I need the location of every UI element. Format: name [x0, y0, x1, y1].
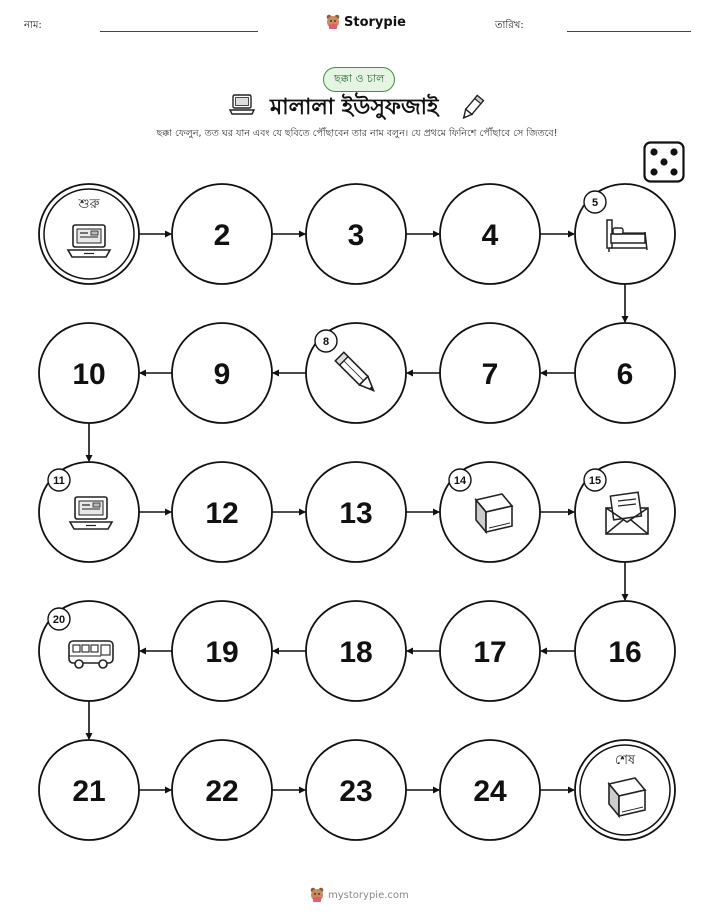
board-cell-15[interactable] [575, 462, 675, 562]
cell-number: 24 [473, 775, 507, 808]
end-label: শেষ [614, 753, 636, 768]
cell-number: 3 [347, 219, 365, 252]
board-cell-23[interactable] [306, 740, 406, 840]
bear-mascot-icon [310, 887, 324, 903]
brand-name: Storypie [344, 14, 406, 30]
game-tag: ছক্কা ও চাল [323, 67, 395, 92]
book-icon [476, 494, 512, 532]
cell-number: 2 [213, 219, 231, 252]
cell-number: 19 [205, 636, 239, 669]
board-cell-24[interactable] [440, 740, 540, 840]
board-cell-8[interactable] [306, 323, 406, 423]
board-cell-21[interactable] [39, 740, 139, 840]
cell-number: 14 [453, 475, 467, 487]
board-cell-3[interactable] [306, 184, 406, 284]
cell-number: 22 [205, 775, 239, 808]
board-cell-10[interactable] [39, 323, 139, 423]
board-cell-9[interactable] [172, 323, 272, 423]
board-cell-11[interactable] [39, 462, 139, 562]
board-cell-5[interactable] [575, 184, 675, 284]
board-cell-2[interactable] [172, 184, 272, 284]
board-cell-17[interactable] [440, 601, 540, 701]
laptop-icon [70, 497, 112, 529]
board-cell-7[interactable] [440, 323, 540, 423]
cell-number: 9 [213, 358, 231, 391]
board-cell-1[interactable] [39, 184, 139, 284]
laptop-icon [68, 225, 110, 257]
board-cell-25[interactable] [575, 740, 675, 840]
cell-number: 12 [205, 497, 239, 530]
board-cell-18[interactable] [306, 601, 406, 701]
cell-number: 11 [53, 475, 65, 487]
board-cell-20[interactable] [39, 601, 139, 701]
board-cell-22[interactable] [172, 740, 272, 840]
cell-number: 15 [588, 475, 602, 487]
cell-number: 8 [322, 336, 330, 348]
footer-site[interactable]: mystorypie.com [328, 889, 409, 901]
board-cell-4[interactable] [440, 184, 540, 284]
cell-number: 17 [473, 636, 507, 669]
start-label: শুরু [78, 197, 100, 212]
cell-number: 7 [481, 358, 499, 391]
cell-number: 23 [339, 775, 373, 808]
date-label: তারিখ: [495, 20, 524, 31]
cell-number: 4 [481, 219, 499, 252]
board-cell-14[interactable] [440, 462, 540, 562]
cell-number: 6 [616, 358, 634, 391]
instructions: ছক্কা ফেলুন, তত ঘর যান এবং যে ছবিতে পৌঁছাবেন তার নাম বলুন। যে প্রথমে ফিনিশে পৌঁছাবে সে জিতবে! [156, 128, 558, 139]
book-icon [609, 778, 645, 816]
cell-number: 18 [339, 636, 373, 669]
name-label: নাম: [24, 20, 42, 31]
cell-number: 13 [339, 497, 373, 530]
cell-number: 20 [52, 614, 66, 626]
board-cell-6[interactable] [575, 323, 675, 423]
footer [310, 887, 409, 903]
board-cell-19[interactable] [172, 601, 272, 701]
cell-number: 16 [608, 636, 642, 669]
board-cell-12[interactable] [172, 462, 272, 562]
cell-number: 21 [72, 775, 106, 808]
board-cell-13[interactable] [306, 462, 406, 562]
page-title: মালালা ইউসুফজাই [270, 95, 439, 120]
cell-number: 5 [591, 197, 599, 209]
board-cell-16[interactable] [575, 601, 675, 701]
cell-number: 10 [72, 358, 106, 391]
